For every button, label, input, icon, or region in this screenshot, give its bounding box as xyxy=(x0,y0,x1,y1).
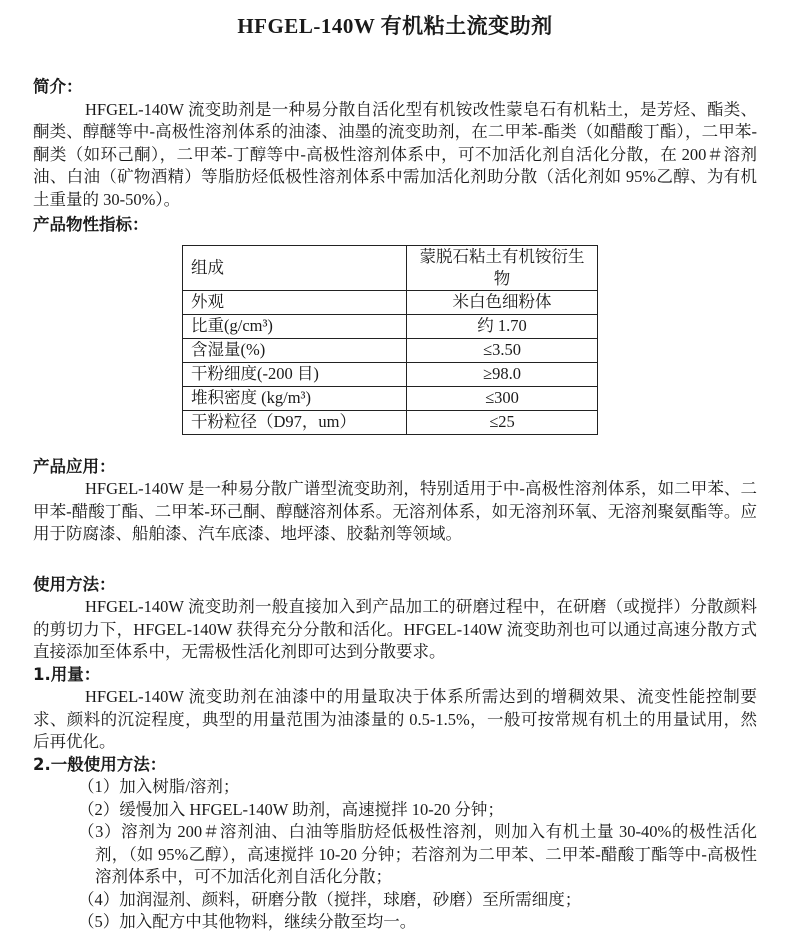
method-step: （5）加入配方中其他物料，继续分散至均一。 xyxy=(78,912,417,931)
specs-heading: 产品物性指标： xyxy=(33,215,149,234)
section-general-method xyxy=(33,754,757,934)
spec-row xyxy=(183,386,598,410)
general-method-list xyxy=(33,776,757,934)
spec-property-value: 约 1.70 xyxy=(407,314,598,338)
section-usage xyxy=(33,574,757,664)
spec-row xyxy=(183,245,598,290)
section-specs xyxy=(33,214,757,435)
dosage-heading: 1.用量： xyxy=(33,664,101,684)
method-step: （2）缓慢加入 HFGEL-140W 助剂，高速搅拌 10-20 分钟； xyxy=(78,799,504,819)
document-title: HFGEL-140W 有机粘土流变助剂 xyxy=(237,14,553,38)
dosage-paragraph: HFGEL-140W 流变助剂在油漆中的用量取决于体系所需达到的增稠效果、流变性能控制要求、颜料的沉淀程度，典型的用量范围为油漆量的 0.5-1.5%，一般可按常规有机土的用量试用，然后再优化。 xyxy=(33,687,757,751)
spec-property-value: ≤25 xyxy=(407,410,598,434)
usage-paragraph: HFGEL-140W 流变助剂一般直接加入到产品加工的研磨过程中，在研磨（或搅拌）分散颜料的剪切力下，HFGEL-140W 获得充分分散和活化。HFGEL-140W 流变助剂也可以通过高速分散方式直接添加至体系中，无需极性活化剂即可达到分散要求。 xyxy=(33,597,757,661)
spec-row xyxy=(183,410,598,434)
method-step: （4）加润湿剂、颜料，研磨分散（搅拌，球磨，砂磨）至所需细度； xyxy=(78,889,582,909)
spec-property-name: 干粉粒径（D97，um） xyxy=(183,410,407,434)
specs-table xyxy=(182,245,598,435)
spec-property-name: 组成 xyxy=(183,245,407,290)
application-heading: 产品应用： xyxy=(33,456,116,476)
spec-row xyxy=(183,290,598,314)
spec-row xyxy=(183,314,598,338)
section-dosage xyxy=(33,664,757,754)
spec-property-name: 堆积密度 (kg/m³) xyxy=(183,386,407,410)
section-intro xyxy=(33,76,757,211)
general-method-heading: 2.一般使用方法： xyxy=(33,754,167,774)
spec-property-value: ≤3.50 xyxy=(407,338,598,362)
specs-table-body xyxy=(183,245,598,434)
spec-row xyxy=(183,338,598,362)
section-application xyxy=(33,456,757,546)
spec-property-name: 外观 xyxy=(183,290,407,314)
spec-row xyxy=(183,362,598,386)
usage-heading: 使用方法： xyxy=(33,574,116,594)
application-paragraph: HFGEL-140W 是一种易分散广谱型流变助剂，特别适用于中-高极性溶剂体系，如二甲苯、二甲苯-醋酸丁酯、二甲苯-环己酮、醇醚溶剂体系。无溶剂体系，如无溶剂环氧、无溶剂聚氨酯等。应用于防腐漆、船舶漆、汽车底漆、地坪漆、胶黏剂等领域。 xyxy=(33,479,757,543)
spec-property-value: ≥98.0 xyxy=(407,362,598,386)
spec-property-value: ≤300 xyxy=(407,386,598,410)
method-step: （1）加入树脂/溶剂； xyxy=(78,777,240,796)
spec-property-name: 比重(g/cm³) xyxy=(183,314,407,338)
spec-property-value: 蒙脱石粘土有机铵衍生物 xyxy=(407,245,598,290)
spec-property-value: 米白色细粉体 xyxy=(407,290,598,314)
spec-property-name: 含湿量(%) xyxy=(183,338,407,362)
intro-paragraph: HFGEL-140W 流变助剂是一种易分散自活化型有机铵改性蒙皂石有机粘土，是芳烃、酯类、酮类、醇醚等中-高极性溶剂体系的油漆、油墨的流变助剂，在二甲苯-酯类（如醋酸丁酯），二甲苯-酮类（如环己酮），二甲苯-丁醇等中-高极性溶剂体系中，可不加活化剂自活化分散，在 200＃溶剂油、白油（矿物酒精）等脂肪烃低极性溶剂体系中需加活化剂助分散（活化剂如 95%乙醇、为有机土重量的 30-50%）。 xyxy=(33,99,757,209)
spec-property-name: 干粉细度(-200 目) xyxy=(183,362,407,386)
intro-heading: 简介： xyxy=(33,77,83,96)
method-step: （3）溶剂为 200＃溶剂油、白油等脂肪烃低极性溶剂，则加入有机土量 30-40%的极性活化剂，（如 95%乙醇），高速搅拌 10-20 分钟；若溶剂为二甲苯、二甲苯-醋酸丁酯等中-高极性溶剂体系中，可不加活化剂自活化分散； xyxy=(78,822,757,886)
